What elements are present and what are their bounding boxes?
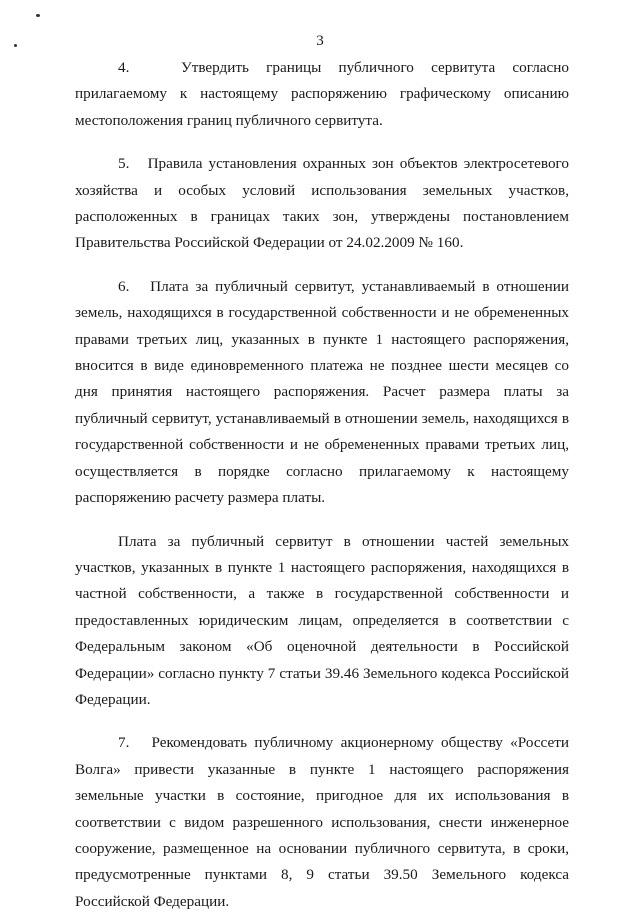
paragraph-item-5: 5. Правила установления охранных зон объектов электросетевого хозяйства и особых условий использования земельных участков, расположенных в границах таких зон, утверждены постановлением Правительства Российской Федерации от 24.02.2009 № 160. — [75, 155, 569, 252]
paragraph-item-7: 7. Рекомендовать публичному акционерному обществу «Россети Волга» привести указанные в пункте 1 настоящего распоряжения земельные участки в состояние, пригодное для их использования в соответствии с видом разрешенного использования, снести инженерное сооружение, размещенное на основании публичного сервитута, в сроки, предусмотренные пунктами 8, 9 статьи 39.50 Земельного кодекса Российской Федерации. — [75, 734, 569, 910]
paragraph-item-4: 4. Утвердить границы публичного сервитута согласно прилагаемому к настоящему распоряжению графическому описанию местоположения границ публичного сервитута. — [75, 59, 569, 129]
page-number: 3 — [316, 33, 324, 49]
paragraph-item-6-continued: Плата за публичный сервитут в отношении частей земельных участков, указанных в пункте 1 настоящего распоряжения, находящихся в частной собственности, а также в государственной собственности и предоставленных юридическим лицам, определяется в соответствии с Федеральным законом «Об оценочной деятельности в Российской Федерации» согласно пункту 7 статьи 39.46 Земельного кодекса Российской Федерации. — [75, 532, 569, 708]
scan-speck-top-left — [36, 14, 40, 17]
document-body — [75, 55, 569, 915]
paragraph-item-6: 6. Плата за публичный сервитут, устанавливаемый в отношении земель, находящихся в государственной собственности и не обремененных правами третьих лиц, указанных в пункте 1 настоящего распоряжения, вносится в виде единовременного платежа не позднее шести месяцев со дня принятия настоящего распоряжения. Расчет размера платы за публичный сервитут, устанавливаемый в отношении земель, находящихся в государственной собственности и не обремененных правами третьих лиц, осуществляется в порядке согласно прилагаемому к настоящему распоряжению расчету размера платы. — [75, 277, 569, 507]
